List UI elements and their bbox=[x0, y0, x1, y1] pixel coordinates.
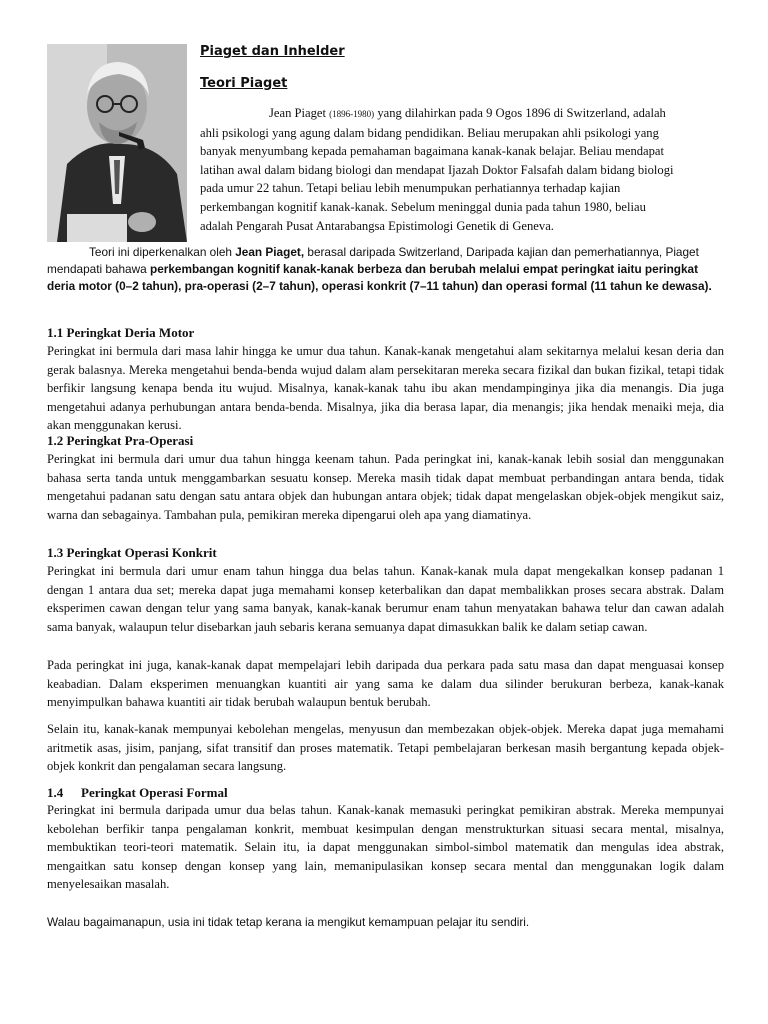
lead-stages-statement: perkembangan kognitif kanak-kanak berbeza dan berubah melalui empat peringkat iaitu peringkat deria motor (0–2 tahun), pra-operasi (2–7 tahun), operasi konkrit (7–11 tahun) dan operasi formal (11 tahun ke dewasa). bbox=[47, 262, 712, 294]
portrait-photo bbox=[47, 44, 187, 242]
lead-paragraph bbox=[47, 244, 727, 296]
intro-line-6: perkembangan kognitif kanak-kanak. Sebelum meninggal dunia pada tahun 1980, beliau bbox=[200, 199, 646, 214]
section-1-4-number: 1.4 bbox=[47, 785, 64, 800]
lead-name-bold: Jean Piaget, bbox=[235, 245, 305, 259]
intro-paragraph bbox=[200, 104, 720, 235]
section-heading-1-2: 1.2 Peringkat Pra-Operasi bbox=[47, 433, 194, 448]
intro-years: (1896-1980) bbox=[329, 109, 375, 119]
section-1-3-text-1: Peringkat ini bermula dari umur enam tahun hingga dua belas tahun. Kanak-kanak mula dapat mengekalkan konsep padanan 1 dengan 1 antara dua set; mereka dapat juga memahami konsep keterbalikan dan dapat membalikkan proses secara abstrak. Dalam eksperimen cawan dengan telur yang sama banyak, kanak-kanak berumur enam tahun menyatakan bahawa telur dan cawan adalah sama banyak, walaupun telur disebarkan jauh sebaris kerana semuanya dapat dimasukkan balik ke dalam setiap cawan. bbox=[47, 564, 724, 634]
section-1-2-text: Peringkat ini bermula dari umur dua tahun hingga keenam tahun. Pada peringkat ini, kanak-kanak lebih sosial dan menggunakan bahasa serta tanda untuk menggambarkan sesuatu konsep. Mereka masih tidak dapat membuat perbandingan antara benda, tidak mengetahui padanan satu dengan satu antara objek dan hubungan antara objek; tidak dapat mengelaskan objek-objek mengikut saiz, warna dan sebagainya. Tambahan pula, pemikiran mereka dipengarui oleh apa yang diamatinya. bbox=[47, 452, 724, 522]
intro-line-5: pada umur 22 tahun. Tetapi beliau lebih menumpukan perhatiannya terhadap kajian bbox=[200, 181, 621, 196]
intro-line-7: adalah Pengarah Pusat Antarabangsa Epistimologi Genetik di Geneva. bbox=[200, 218, 554, 233]
section-1-3-text-3: Selain itu, kanak-kanak mempunyai kebolehan mengelas, menyusun dan membezakan objek-objek. Mereka dapat juga memahami aritmetik asas, jisim, panjang, sifat transitif dan proses matematik. Tetapi pembelajaran berkesan masih bergantung kepada objek-objek konkrit dan pengalaman secara langsung. bbox=[47, 722, 724, 774]
intro-line-4: latihan awal dalam bidang biologi dan mendapat Ijazah Doktor Falsafah dalam bidang biologi bbox=[200, 162, 674, 177]
section-heading-1-3: 1.3 Peringkat Operasi Konkrit bbox=[47, 545, 217, 560]
intro-line-2: ahli psikologi yang agung dalam bidang pendidikan. Beliau merupakan ahli psikologi yang bbox=[200, 125, 659, 140]
section-heading-1-4 bbox=[47, 785, 228, 801]
section-1-4-text: Peringkat ini bermula daripada umur dua belas tahun. Kanak-kanak memasuki peringkat pemikiran abstrak. Mereka mempunyai kebolehan berfikir tanpa pengalaman konkrit, membuat kesimpulan dengan menstrukturkan situasi secara mental, misalnya, membuktikan teori-teori matematik. Selain itu, ia dapat menggunakan simbol-simbol matematik dan mengulas idea abstrak, mengaitkan satu konsep dengan konsep yang lain, memanipulasikan konsep secara mental dan menggunakan logik dalam menyelesaikan masalah. bbox=[47, 803, 724, 892]
closing-note: Walau bagaimanapun, usia ini tidak tetap kerana ia mengikut kemampuan pelajar itu sendiri. bbox=[47, 915, 530, 929]
lead-text-2: berasal daripada Switzerland, Daripada kajian dan pemerhatiannya, Piaget mendapati bahawa bbox=[47, 245, 699, 277]
portrait-illustration bbox=[47, 44, 187, 242]
section-1-3-text-2: Pada peringkat ini juga, kanak-kanak dapat mempelajari lebih daripada dua perkara pada satu masa dan dapat menguasai konsep keabadian. Dalam eksperimen menuangkan kuantiti air yang sama ke dalam dua silinder berukuran berbeza, kanak-kanak menyimpulkan bahawa kuantiti air tidak berubah walaupun bentuk berubah. bbox=[47, 658, 724, 710]
intro-line-3: banyak menyumbang kepada pemahaman bagaimana kanak-kanak belajar. Beliau mendapat bbox=[200, 144, 665, 159]
section-heading-1-1: 1.1 Peringkat Deria Motor bbox=[47, 325, 195, 340]
section-title-teori-piaget: Teori Piaget bbox=[200, 76, 288, 91]
section-1-4-title: Peringkat Operasi Formal bbox=[81, 785, 228, 800]
lead-text-1: Teori ini diperkenalkan oleh bbox=[89, 245, 236, 259]
intro-name: Jean Piaget bbox=[269, 106, 327, 120]
document-title: Piaget dan Inhelder bbox=[200, 44, 345, 59]
section-1-1-text: Peringkat ini bermula dari masa lahir hingga ke umur dua tahun. Kanak-kanak mengetahui alam sekitarnya melalui kesan deria dan gerak balasnya. Mereka mengetahui benda-benda wujud dalam alam persekitaran mereka secara fizikal dan bukan fizikal, tetapi tidak berfikir langsung kenapa benda itu wujud. Misalnya, kanak-kanak tahu ibu akan mendampinginya jika dia menangis. Dia juga mengetahui adanya perhubungan antara benda-benda. Misalnya, jika dia berasa lapar, dia menangis; jika hendak menaiki meja, dia akan menggunakan kerusi. bbox=[47, 344, 724, 433]
intro-line1-text: yang dilahirkan pada 9 Ogos 1896 di Switzerland, adalah bbox=[377, 106, 666, 120]
intro-line-1 bbox=[200, 104, 720, 124]
